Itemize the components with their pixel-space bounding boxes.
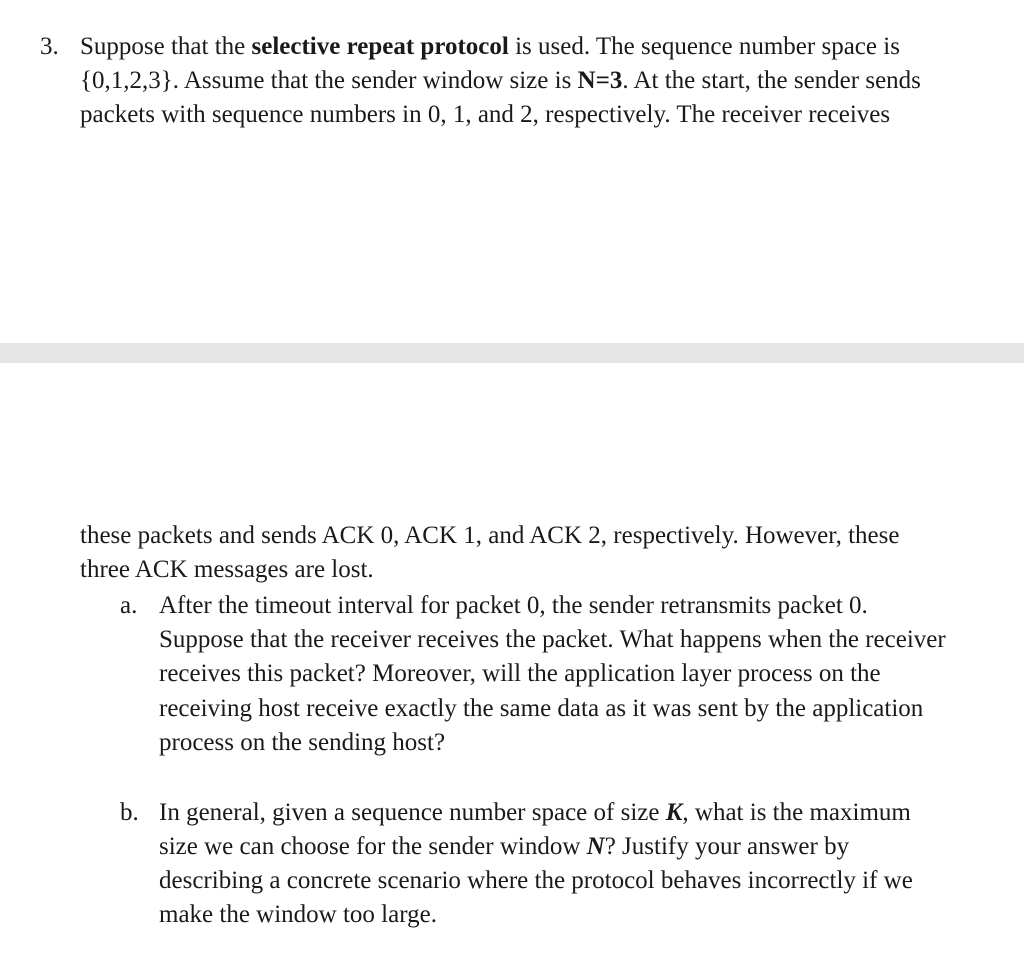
part-b-line-1-text-b: , what is the maximum <box>682 799 911 826</box>
page-divider <box>0 343 1024 363</box>
part-a-line-4: receiving host receive exactly the same data as it was sent by the application <box>159 695 924 722</box>
part-b-line-2-text-a: size we can choose for the sender window <box>159 833 587 860</box>
question-continuation-line-2: three ACK messages are lost. <box>80 556 374 583</box>
question-intro-line-3: packets with sequence numbers in 0, 1, and 2, respectively. The receiver receives <box>80 101 891 128</box>
question-number: 3. <box>40 33 59 60</box>
intro-line-1-text-a: Suppose that the <box>80 33 252 60</box>
part-a-line-3: receives this packet? Moreover, will the application layer process on the <box>159 660 881 687</box>
part-a-line-2: Suppose that the receiver receives the packet. What happens when the receiver <box>159 626 946 653</box>
intro-line-2-text-b: . At the start, the sender sends <box>622 67 921 94</box>
part-a-label: a. <box>120 592 138 619</box>
part-b-line-2 <box>159 830 849 864</box>
window-size: N=3 <box>577 67 623 94</box>
part-b-line-1-text-a: In general, given a sequence number space of size <box>159 799 666 826</box>
intro-line-2-text-a: {0,1,2,3}. Assume that the sender window size is <box>80 67 578 94</box>
part-a-line-5: process on the sending host? <box>159 729 446 756</box>
question-intro-line-1 <box>80 30 900 64</box>
protocol-name: selective repeat protocol <box>251 33 509 60</box>
intro-line-1-text-b: is used. The sequence number space is <box>508 33 900 60</box>
question-intro-line-2 <box>80 64 921 98</box>
part-b-line-2-text-b: ? Justify your answer by <box>604 833 850 860</box>
variable-n: N <box>586 833 605 860</box>
part-b-label: b. <box>120 799 139 826</box>
part-a-line-1: After the timeout interval for packet 0, the sender retransmits packet 0. <box>159 592 868 619</box>
variable-k: K <box>665 799 683 826</box>
part-b-line-4: make the window too large. <box>159 901 437 928</box>
question-continuation-line-1: these packets and sends ACK 0, ACK 1, and ACK 2, respectively. However, these <box>80 522 900 549</box>
part-b-line-1 <box>159 796 911 830</box>
part-b-line-3: describing a concrete scenario where the protocol behaves incorrectly if we <box>159 867 913 894</box>
